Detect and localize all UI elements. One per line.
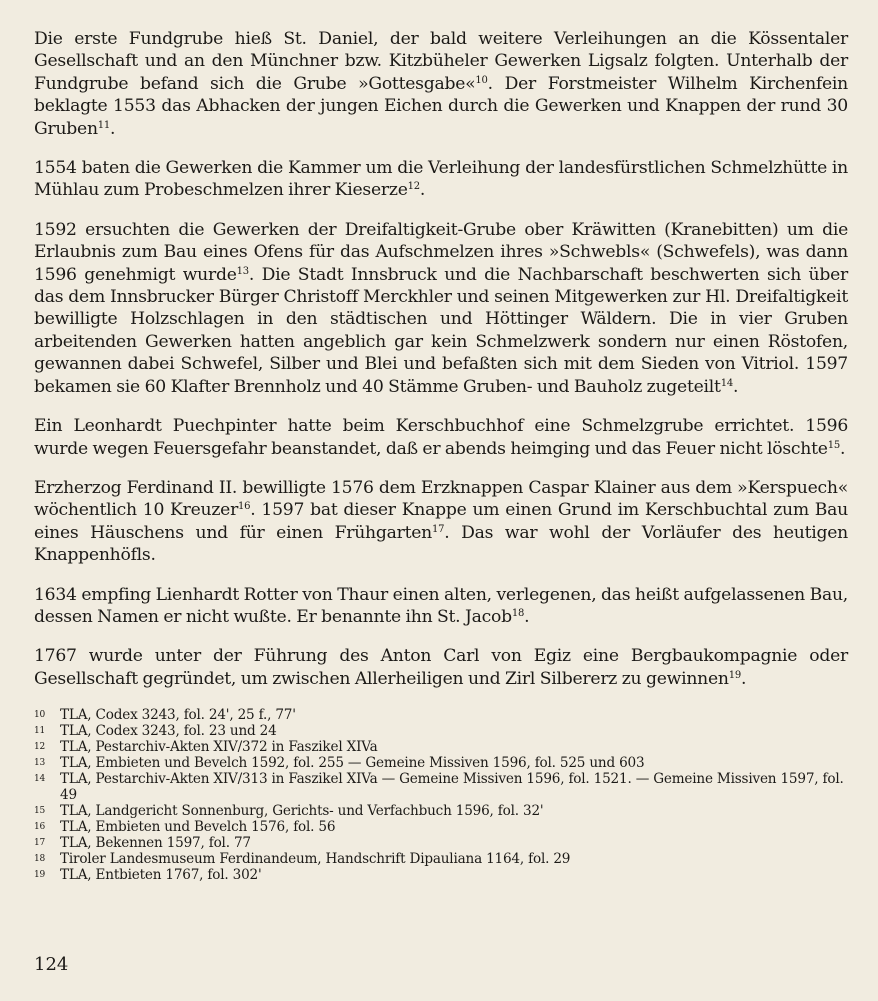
footnote-text: TLA, Embieten und Bevelch 1592, fol. 255 — Gemeine Missiven 1596, fol. 525 und 603 [60,755,645,772]
paragraph [34,645,848,690]
paragraph [34,157,848,202]
footnote-text: TLA, Pestarchiv-Akten XIV/372 in Faszikel XIVa [60,739,378,756]
footnote [34,835,848,851]
paragraph-text: 1592 ersuchten die Gewerken der Dreifaltigkeit-Grube ober Kräwitten (Kranebitten) um die Erlaubnis zum Bau eines Ofens für das Aufschmelzen ihres »Schwebls« (Schwefels), was dann 1596 genehmigt wurde [34,219,848,285]
paragraph-text: . [740,668,747,689]
paragraph-text: Die erste Fundgrube hieß St. Daniel, der bald weitere Verleihungen an die Kössentaler Gesellschaft und an den Münchner bzw. Kitzbüheler Gewerken Ligsalz folgten. Unterhalb der Fundgrube befand sich die Grube »Gottesgabe« [34,29,848,94]
paragraph-text: . 1597 bat dieser Knappe um einen Grund im Kerschbuchtal zum Bau eines Häuschens und für einen Frühgarten [34,500,848,543]
body-text [34,28,848,690]
paragraph [34,28,848,140]
footnotes [34,707,848,883]
paragraph-text: 1767 wurde unter der Führung des Anton Carl von Egiz eine Bergbaukompagnie oder Gesellschaft gegründet, um zwischen Allerheiligen und Zirl Silbererz zu gewinnen [34,646,848,689]
footnote-number: 17 [34,838,46,849]
footnote-text: TLA, Embieten und Bevelch 1576, fol. 56 [60,819,336,836]
paragraph-text: . Das war wohl der Vorläufer des heutigen Knappenhöfls. [34,522,848,566]
paragraph-text: . Die Stadt Innsbruck und die Nachbarschaft beschwerten sich über das dem Innsbrucker Bürger Christoff Merckhler und seinen Mitgewerken zur Hl. Dreifaltigkeit bewilligte Holzschlagen in den städtischen und Höttinger Wäldern. Die in vier Gruben arbeitenden Gewerken hatten angeblich gar kein Schmelzwerk sondern nur einen Röstofen, gewannen dabei Schwefel, Silber und Blei und befaßten sich mit dem Sieden von Vitriol. 1597 bekamen sie 60 Klafter Brennholz und 40 Stämme Gruben- und Bauholz zugeteilt [34,264,848,397]
footnote-reference: 17 [432,523,445,535]
footnote-reference: 12 [407,181,420,193]
paragraph [34,219,848,398]
footnote [34,851,848,867]
paragraph-text: . [524,606,530,627]
footnote-reference: 16 [238,501,251,513]
footnote-text: Tiroler Landesmuseum Ferdinandeum, Handschrift Dipauliana 1164, fol. 29 [60,851,571,868]
footnote [34,771,848,803]
paragraph [34,415,848,460]
footnote [34,819,848,835]
paragraph-text: . [732,376,739,397]
footnote [34,723,848,739]
paragraph-text: . Der Forstmeister Wilhelm Kirchenfein beklagte 1553 das Abhacken der jungen Eichen durch die Gewerken und Knappen der rund 30 Gruben [34,73,848,139]
footnote-reference: 15 [827,439,840,451]
footnote-reference: 11 [97,119,110,131]
paragraph [34,477,848,567]
footnote-text: TLA, Bekennen 1597, fol. 77 [60,835,251,852]
paragraph-text: 1634 empfing Lienhardt Rotter von Thaur einen alten, verlegenen, das heißt aufgelassenen Bau, dessen Namen er nicht wußte. Er benannte ihn St. Jacob [34,584,848,627]
footnote [34,707,848,723]
footnote [34,755,848,771]
footnote-number: 15 [34,806,46,817]
footnote-text: TLA, Codex 3243, fol. 23 und 24 [60,723,277,740]
footnote-number: 18 [34,854,46,865]
footnote-text: TLA, Entbieten 1767, fol. 302' [60,867,262,884]
paragraph-text: . [839,438,846,459]
footnote-reference: 19 [728,669,741,681]
footnote-reference: 10 [475,74,488,86]
footnote [34,739,848,755]
footnote-number: 11 [34,726,46,737]
paragraph-text: 1554 baten die Gewerken die Kammer um die Verleihung der landesfürstlichen Schmelzhütte in Mühlau zum Probeschmelzen ihrer Kieserze [34,158,848,201]
footnote-number: 14 [34,774,46,785]
paragraph-text: . [419,180,426,201]
footnote-reference: 13 [236,265,249,277]
footnote-number: 12 [34,742,46,753]
footnote-text: TLA, Landgericht Sonnenburg, Gerichts- und Verfachbuch 1596, fol. 32' [60,803,544,820]
footnote-number: 10 [34,710,46,721]
paragraph [34,584,848,629]
paragraph-text: Erzherzog Ferdinand II. bewilligte 1576 dem Erzknappen Caspar Klainer aus dem »Kerspuech« wöchentlich 10 Kreuzer [34,477,848,521]
page-number: 124 [34,954,69,975]
footnote-reference: 14 [720,377,733,389]
footnote-text: TLA, Pestarchiv-Akten XIV/313 in Faszikel XIVa — Gemeine Missiven 1596, fol. 1521. — Gemeine Missiven 1597, fol. 49 [60,771,844,804]
footnote-number: 19 [34,870,46,881]
paragraph-text: Ein Leonhardt Puechpinter hatte beim Kerschbuchhof eine Schmelzgrube errichtet. 1596 wurde wegen Feuersgefahr beanstandet, daß er abends heimging und das Feuer nicht löschte [34,416,848,459]
footnote [34,867,848,883]
paragraph-text: . [110,118,116,139]
footnote-reference: 18 [511,607,525,619]
footnote [34,803,848,819]
footnote-number: 16 [34,822,46,833]
footnote-number: 13 [34,758,46,769]
footnote-text: TLA, Codex 3243, fol. 24', 25 f., 77' [60,707,296,724]
